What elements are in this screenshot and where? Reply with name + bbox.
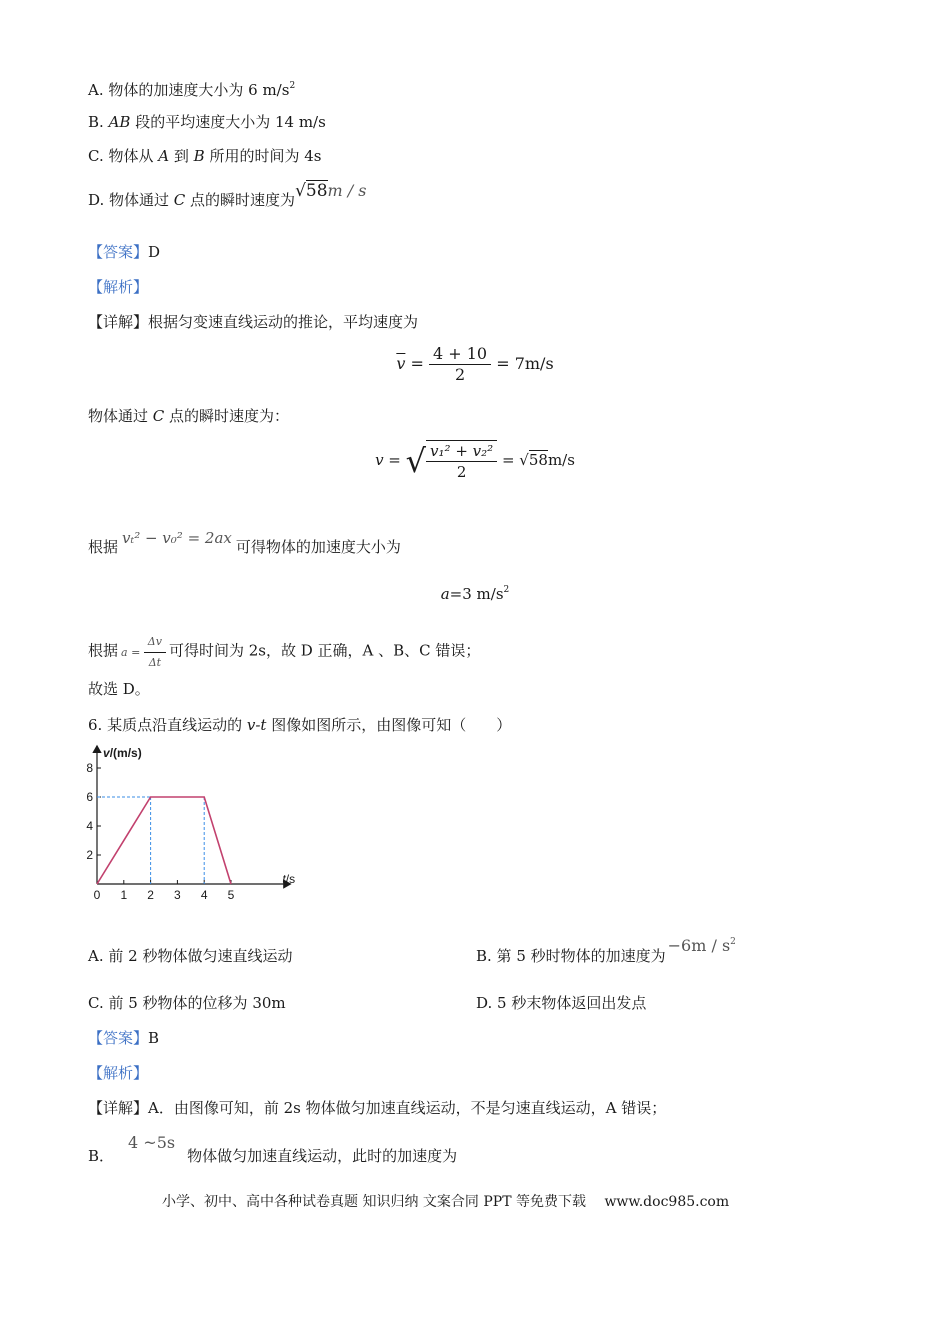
q5-detail	[88, 312, 418, 332]
q5-option-a	[88, 80, 295, 100]
vt-graph-plot	[86, 746, 295, 902]
q6-answer-tag: 【答案】	[88, 1029, 149, 1047]
x-tick-label: 2	[147, 888, 154, 902]
equation-instant-velocity-fraction	[426, 440, 497, 482]
q6-detail-b-prefix: B．	[88, 1147, 115, 1165]
q5-c-point-text	[88, 406, 289, 426]
q5-option-a-exponent: 2	[289, 81, 296, 91]
q5-acceleration-formula: vₜ² − v₀² = 2ax	[122, 529, 232, 547]
x-tick-label: 4	[200, 888, 208, 902]
equation-average-velocity-fraction	[429, 344, 491, 385]
q6-detail-b	[88, 1133, 458, 1166]
x-axis-label	[282, 872, 295, 886]
equation-instant-velocity-lhs: v =	[375, 451, 401, 469]
y-axis-label-unit: /(m/s)	[109, 746, 142, 760]
vt-graph	[80, 742, 320, 902]
q5-option-c-prefix: C. 物体从	[88, 147, 159, 165]
equation-average-velocity	[0, 344, 950, 385]
q5-c-point-prefix: 物体通过	[88, 407, 153, 425]
q5-time-formula-denominator: Δt	[148, 656, 162, 669]
q5-option-c-rest: 所用的时间为 4s	[204, 147, 322, 165]
q6-option-b-exponent: 2	[730, 937, 736, 947]
q5-acceleration-result-value: =3 m/s	[449, 585, 504, 603]
q5-c-point-rest: 点的瞬时速度为：	[164, 407, 290, 425]
equation-instant-velocity	[0, 440, 950, 482]
q6-detail-tag: 【详解】	[88, 1099, 149, 1117]
x-tick-label: 1	[120, 888, 128, 902]
q5-acceleration-rest: 可得物体的加速度大小为	[235, 538, 401, 556]
q5-option-c	[88, 146, 321, 166]
q5-option-c-point-a: A	[158, 147, 170, 165]
q6-detail-b-rest: 物体做匀加速直线运动，此时的加速度为	[187, 1147, 458, 1165]
x-tick-label: 3	[174, 888, 181, 902]
q5-option-c-point-b: B	[193, 147, 205, 165]
q5-acceleration-prefix: 根据	[88, 538, 119, 556]
q6-option-c: C. 前 5 秒物体的位移为 30m	[88, 994, 286, 1012]
footer	[162, 1192, 729, 1212]
x-tick-label: 5	[227, 888, 235, 902]
q5-acceleration-result-exponent: 2	[503, 585, 510, 595]
q6-option-a: A. 前 2 秒物体做匀速直线运动	[88, 947, 293, 965]
q5-time-prefix: 根据	[88, 641, 119, 660]
y-axis-label	[103, 746, 142, 760]
q6-detail-a-text: A．由图像可知，前 2s 物体做匀加速直线运动，不是匀速直线运动，A 错误；	[148, 1099, 667, 1117]
q5-analysis-tag: 【解析】	[88, 278, 149, 296]
q6-analysis-tag: 【解析】	[88, 1064, 149, 1082]
q5-time-formula-numerator: Δv	[144, 632, 166, 653]
q6-stem-prefix: 6. 某质点沿直线运动的	[88, 716, 247, 734]
q6-option-b-value	[666, 936, 736, 955]
y-tick-label: 4	[86, 819, 93, 833]
q6-option-b-text: B. 第 5 秒时物体的加速度为	[476, 947, 666, 965]
q5-acceleration-result-var: a	[440, 585, 450, 603]
footer-text: 小学、初中、高中各种试卷真题 知识归纳 文案合同 PPT 等免费下载	[162, 1194, 586, 1210]
q5-option-b-var: AB	[108, 113, 131, 131]
q5-time-formula-lhs: a =	[121, 645, 141, 659]
y-axis-label-var: v	[103, 746, 110, 760]
q5-option-a-text: A. 物体的加速度大小为 6 m/s	[88, 81, 290, 99]
q6-answer	[88, 1028, 159, 1048]
q6-detail-a	[88, 1098, 666, 1118]
q5-time-rest: 可得时间为 2s，故 D 正确，A 、B、C 错误；	[168, 641, 481, 660]
equation-instant-velocity-denominator: 2	[456, 463, 467, 481]
velocity-series-line	[97, 797, 231, 884]
q5-time-formula-fraction	[144, 632, 166, 673]
q5-option-d-rest: 点的瞬时速度为	[185, 191, 296, 209]
q5-answer	[88, 242, 160, 262]
q5-option-d-point-c: C	[173, 191, 186, 209]
q5-option-b-rest: 段的平均速度大小为 14 m/s	[130, 113, 326, 131]
y-tick-label: 8	[86, 761, 93, 775]
footer-site: www.doc985.com	[604, 1194, 730, 1210]
q6-option-b-value-text: −6m / s	[667, 936, 731, 955]
q6-answer-value: B	[148, 1029, 160, 1047]
q6-detail-b-range: 4 ~5s	[128, 1133, 176, 1152]
q5-option-b-prefix: B.	[88, 113, 109, 131]
q6-stem	[88, 715, 511, 735]
equation-average-velocity-numerator: 4 + 10	[429, 344, 491, 365]
q5-detail-tag: 【详解】	[88, 313, 149, 331]
q5-conclusion: 故选 D。	[88, 680, 150, 698]
x-axis-label-var: t	[282, 872, 286, 886]
q5-acceleration-line	[88, 529, 401, 557]
q5-option-d-radicand: 58	[305, 181, 328, 201]
q6-option-b	[476, 936, 736, 966]
q6-stem-var: v-t	[246, 716, 267, 734]
q6-stem-rest: 图像如图所示，由图像可知（ ）	[266, 716, 512, 734]
y-tick-label: 6	[86, 790, 93, 804]
equation-instant-velocity-numerator: v₁² + v₂²	[426, 441, 497, 462]
q5-option-d-value	[295, 181, 366, 201]
q5-option-d-unit: m / s	[327, 181, 367, 200]
q6-option-d: D. 5 秒末物体返回出发点	[476, 994, 647, 1012]
equation-instant-velocity-unit: m/s	[547, 451, 575, 469]
x-tick-label: 0	[93, 888, 101, 902]
q5-option-c-mid: 到	[169, 147, 194, 165]
q5-answer-value: D	[148, 243, 161, 261]
q5-detail-text: 根据匀变速直线运动的推论，平均速度为	[148, 313, 419, 331]
x-axis-label-unit: /s	[285, 872, 296, 886]
q5-time-line	[88, 632, 480, 673]
q5-c-point-var: C	[152, 407, 165, 425]
equation-average-velocity-rhs: = 7m/s	[496, 354, 554, 373]
q5-acceleration-result	[0, 584, 950, 604]
sqrt-icon: √	[295, 181, 306, 201]
q5-option-b	[88, 112, 326, 132]
q5-option-d-prefix: D. 物体通过	[88, 191, 174, 209]
equation-average-velocity-denominator: 2	[454, 365, 466, 384]
q5-answer-tag: 【答案】	[88, 243, 149, 261]
equals-sign: = √	[501, 451, 529, 469]
sqrt-icon: √	[405, 442, 427, 480]
q5-option-d	[88, 181, 367, 210]
y-tick-label: 2	[86, 848, 93, 862]
equals-sign: =	[410, 354, 429, 373]
equation-average-velocity-lhs: $\overline{v}$	[396, 354, 406, 373]
equation-instant-velocity-radicand: 58	[528, 451, 548, 469]
